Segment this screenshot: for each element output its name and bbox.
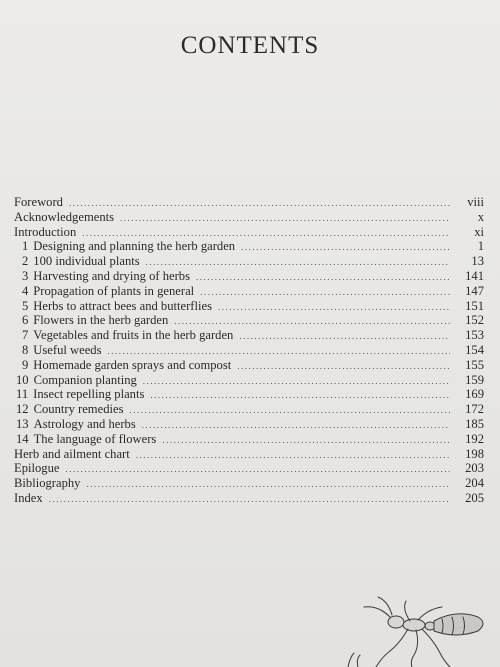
toc-entry <box>14 254 484 269</box>
toc-page-number: x <box>477 209 484 224</box>
toc-entry <box>14 239 484 254</box>
toc-page-number: 141 <box>465 268 484 283</box>
toc-entry <box>14 343 484 358</box>
toc-page-number: 153 <box>465 328 484 343</box>
chapter-number: 11 <box>16 387 29 402</box>
dot-leader <box>142 418 450 433</box>
toc-entry-label <box>14 299 212 314</box>
toc-entry-title: Herbs to attract bees and butterflies <box>33 298 212 313</box>
dot-leader <box>200 285 450 300</box>
toc-entry-title: Vegetables and fruits in the herb garden <box>33 328 234 343</box>
toc-entry <box>14 447 484 462</box>
dot-leader <box>108 344 451 359</box>
toc-entry-label <box>14 269 190 284</box>
dot-leader <box>237 359 450 374</box>
toc-page-number: 155 <box>465 357 484 372</box>
toc-entry <box>14 402 484 417</box>
toc-page-number: 192 <box>465 431 484 446</box>
toc-entry <box>14 387 484 402</box>
toc-entry <box>14 373 484 388</box>
toc-page-number: 159 <box>465 372 484 387</box>
toc-page-number: 205 <box>465 490 484 505</box>
dot-leader <box>146 255 450 270</box>
toc-entry-title: Useful weeds <box>33 342 102 357</box>
toc-entry <box>14 313 484 328</box>
toc-page-number: 13 <box>471 254 484 269</box>
dot-leader <box>162 433 450 448</box>
toc-entry-title: Herb and ailment chart <box>14 446 130 461</box>
dot-leader <box>150 388 450 403</box>
dot-leader <box>86 477 450 492</box>
toc-entry <box>14 284 484 299</box>
toc-entry-label <box>14 417 136 432</box>
table-of-contents <box>14 195 484 506</box>
toc-page-number: 152 <box>465 313 484 328</box>
toc-page-number: 147 <box>465 283 484 298</box>
dot-leader <box>136 448 450 463</box>
toc-entry-label <box>14 284 194 299</box>
chapter-number: 10 <box>16 372 29 387</box>
toc-entry <box>14 299 484 314</box>
toc-entry-title: Foreword <box>14 195 63 209</box>
toc-entry-title: Astrology and herbs <box>33 416 136 431</box>
toc-entry-label <box>14 476 80 491</box>
toc-entry <box>14 195 484 210</box>
toc-entry-label <box>14 328 233 343</box>
toc-entry-label <box>14 225 76 240</box>
toc-entry-title: Propagation of plants in general <box>33 283 195 298</box>
toc-page-number: 169 <box>465 387 484 402</box>
toc-page-number: 204 <box>465 476 484 491</box>
toc-entry <box>14 432 484 447</box>
toc-entry-label <box>14 254 140 269</box>
toc-entry <box>14 269 484 284</box>
toc-entry-label <box>14 195 63 210</box>
toc-page-number: 154 <box>465 342 484 357</box>
chapter-number: 5 <box>22 298 29 313</box>
dot-leader <box>69 196 450 211</box>
toc-entry-label <box>14 491 43 506</box>
toc-entry-label <box>14 239 235 254</box>
toc-entry <box>14 210 484 225</box>
toc-entry-label <box>14 432 156 447</box>
toc-entry-label <box>14 343 102 358</box>
chapter-number: 7 <box>22 328 29 343</box>
toc-entry-title: Designing and planning the herb garden <box>33 239 236 254</box>
chapter-number: 8 <box>22 342 29 357</box>
toc-page-number: 185 <box>465 416 484 431</box>
toc-page-number: 203 <box>465 461 484 476</box>
chapter-number: 9 <box>22 357 29 372</box>
chapter-number: 12 <box>16 402 29 417</box>
chapter-number: 14 <box>16 431 29 446</box>
chapter-number: 3 <box>22 268 29 283</box>
toc-entry <box>14 358 484 373</box>
toc-entry-label <box>14 447 130 462</box>
toc-entry-label <box>14 461 59 476</box>
dot-leader <box>82 226 450 241</box>
dot-leader <box>196 270 450 285</box>
toc-entry <box>14 417 484 432</box>
toc-entry-label <box>14 387 144 402</box>
chapter-number: 1 <box>22 239 29 254</box>
toc-entry-title: Homemade garden sprays and compost <box>33 357 232 372</box>
toc-entry-title: Introduction <box>14 224 77 239</box>
chapter-number: 13 <box>16 416 29 431</box>
dot-leader <box>143 374 450 389</box>
toc-entry-title: Bibliography <box>14 476 81 491</box>
toc-page-number: 151 <box>465 298 484 313</box>
dot-leader <box>49 492 450 507</box>
toc-entry-title: Index <box>14 490 43 505</box>
dot-leader <box>65 462 450 477</box>
toc-page-number: 1 <box>477 239 484 254</box>
toc-page-number: xi <box>474 224 484 239</box>
dot-leader <box>218 300 450 315</box>
toc-entry-title: Epilogue <box>14 461 60 476</box>
toc-page-number: viii <box>467 195 484 209</box>
toc-entry-label <box>14 313 168 328</box>
ant-illustration-icon <box>330 595 500 667</box>
toc-entry <box>14 461 484 476</box>
chapter-number: 6 <box>22 313 29 328</box>
chapter-number: 4 <box>22 283 29 298</box>
toc-entry-title: Country remedies <box>33 402 124 417</box>
dot-leader <box>129 403 450 418</box>
toc-entry-label <box>14 358 231 373</box>
toc-entry-label <box>14 373 137 388</box>
toc-entry <box>14 491 484 506</box>
toc-entry-label <box>14 210 114 225</box>
toc-entry-title: Companion planting <box>33 372 137 387</box>
dot-leader <box>239 329 450 344</box>
toc-page-number: 198 <box>465 446 484 461</box>
toc-entry <box>14 476 484 491</box>
toc-entry-title: 100 individual plants <box>33 254 140 269</box>
toc-entry-title: Acknowledgements <box>14 209 115 224</box>
dot-leader <box>241 240 450 255</box>
chapter-number: 2 <box>22 254 29 269</box>
toc-entry-label <box>14 402 123 417</box>
toc-entry-title: Harvesting and drying of herbs <box>33 268 190 283</box>
toc-entry <box>14 225 484 240</box>
toc-page-number: 172 <box>465 402 484 417</box>
toc-entry-title: Flowers in the herb garden <box>33 313 169 328</box>
page-title: CONTENTS <box>180 32 320 59</box>
dot-leader <box>120 211 450 226</box>
dot-leader <box>174 314 450 329</box>
toc-entry <box>14 328 484 343</box>
toc-entry-title: The language of flowers <box>33 431 157 446</box>
toc-entry-title: Insect repelling plants <box>33 387 145 402</box>
